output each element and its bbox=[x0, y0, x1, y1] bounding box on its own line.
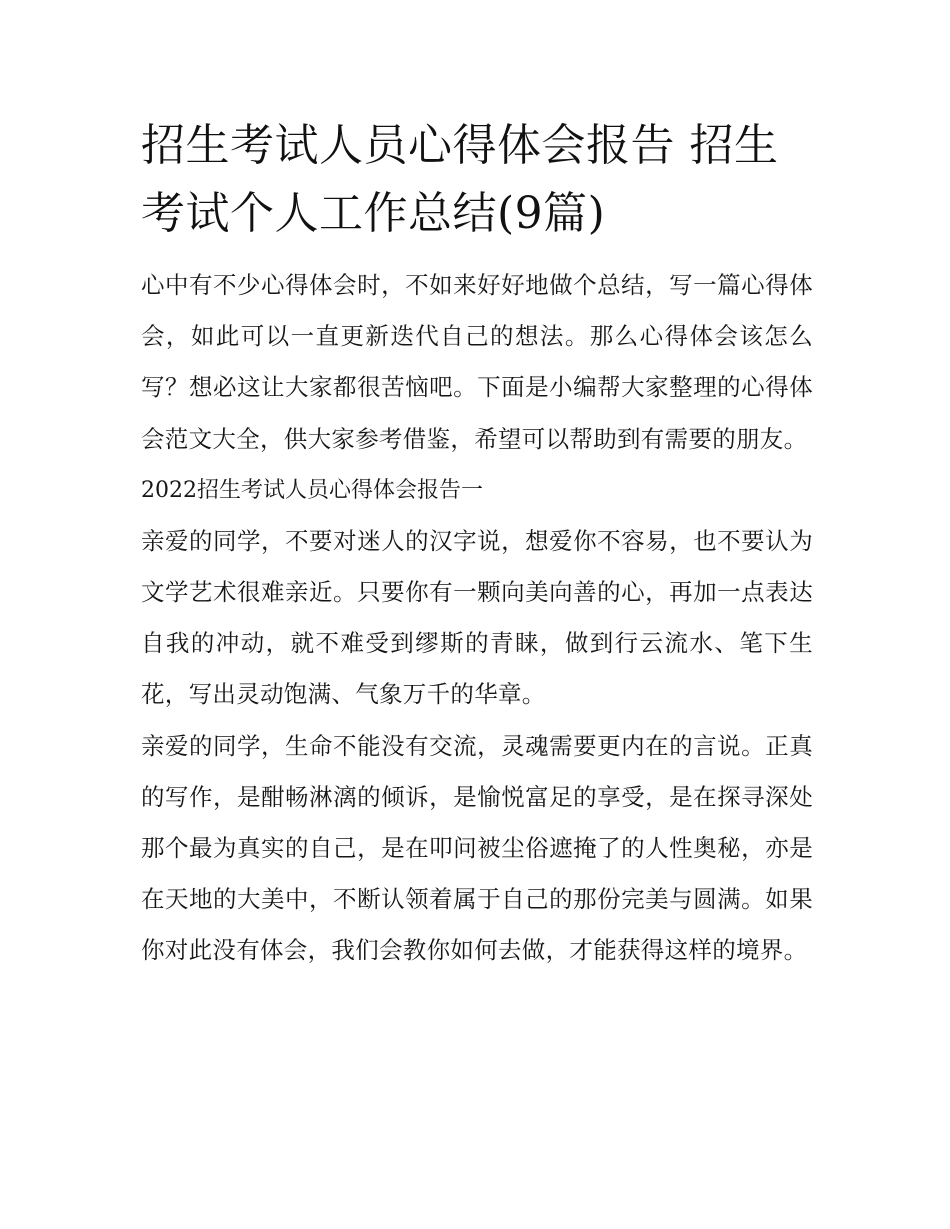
body-paragraph-1: 亲爱的同学，不要对迷人的汉字说，想爱你不容易，也不要认为文学艺术很难亲近。只要你有一颗向美向善的心，再加一点表达自我的冲动，就不难受到缪斯的青睐，做到行云流水、笔下生花，写出灵动饱满、气象万千的华章。 bbox=[141, 526, 813, 709]
section-heading: 2022招生考试人员心得体会报告一 bbox=[141, 477, 483, 503]
intro-paragraph: 心中有不少心得体会时，不如来好好地做个总结，写一篇心得体会，如此可以一直更新迭代自己的想法。那么心得体会该怎么写？想必这让大家都很苦恼吧。下面是小编帮大家整理的心得体会范文大全，供大家参考借鉴，希望可以帮助到有需要的朋友。 bbox=[141, 271, 813, 453]
document-title: 招生考试人员心得体会报告 招生考试个人工作总结(9篇) bbox=[141, 120, 779, 239]
document-page bbox=[141, 112, 813, 977]
document-body bbox=[141, 260, 813, 977]
body-paragraph-2: 亲爱的同学，生命不能没有交流，灵魂需要更内在的言说。正真的写作，是酣畅淋漓的倾诉，是愉悦富足的享受，是在探寻深处那个最为真实的自己，是在叩问被尘俗遮掩了的人性奥秘，亦是在天地的大美中，不断认领着属于自己的那份完美与圆满。如果你对此没有体会，我们会教你如何去做，才能获得这样的境界。 bbox=[141, 731, 813, 965]
